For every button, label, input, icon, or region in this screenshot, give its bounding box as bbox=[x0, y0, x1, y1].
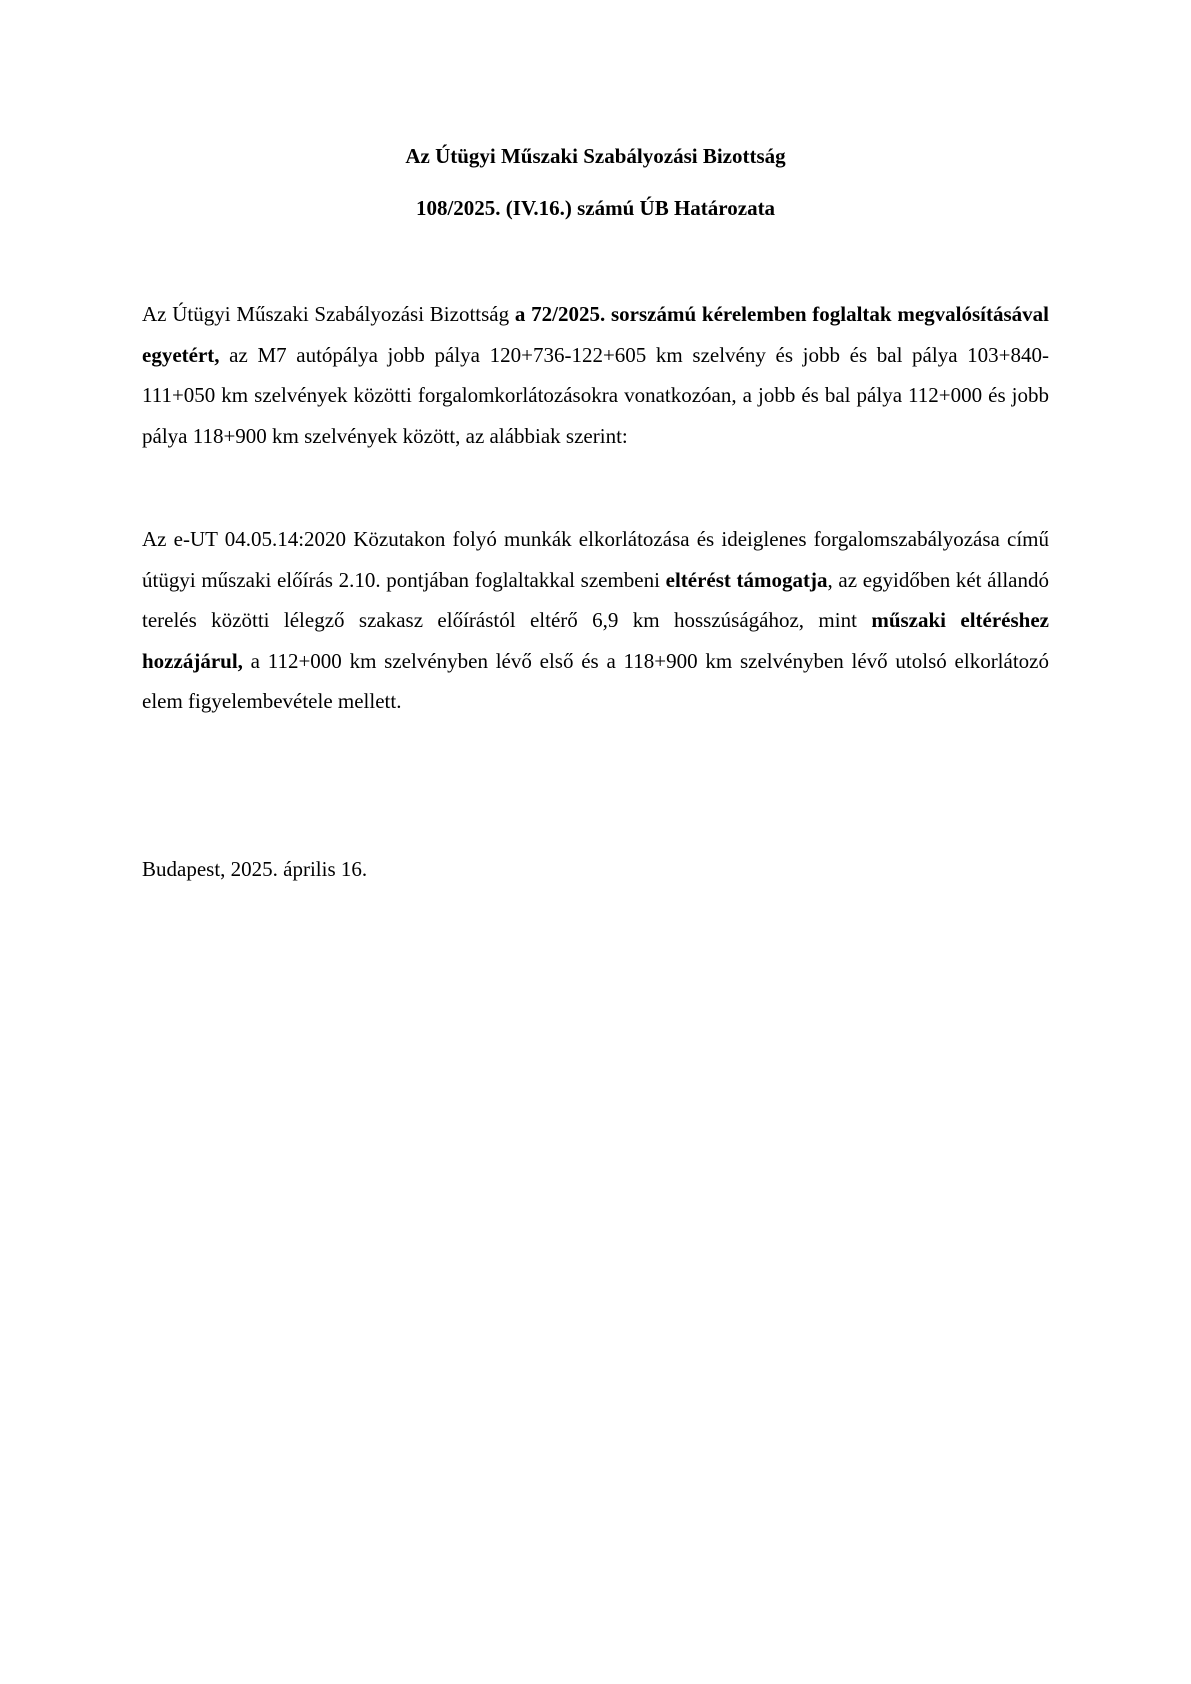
paragraph-2-text-1: Az e-UT 04.05.14:2020 Közutakon folyó munkák elkorlátozása és ideiglenes forgalomszabályozása című útügyi műszaki előírás 2.10. pontjában foglaltakkal szembeni bbox=[142, 527, 1049, 592]
paragraph-1-text-2: az M7 autópálya jobb pálya 120+736-122+605 km szelvény és jobb és bal pálya 103+840-111+050 km szelvények közötti forgalomkorlátozásokra vonatkozóan, a jobb és bal pálya 112+000 és jobb pálya 118+900 km szelvények között, az alábbiak szerint: bbox=[142, 342, 1049, 448]
paragraph-2-bold-1: eltérést támogatja bbox=[665, 567, 828, 592]
paragraph-1-bold-1: a 72/2025. sorszámú kérelemben foglaltak megvalósításával egyetért, bbox=[142, 302, 1050, 367]
paragraph-2-bold-2: műszaki eltéréshez hozzájárul, bbox=[142, 608, 1049, 673]
paragraph-2-text-2: , az egyidőben két állandó terelés közötti lélegző szakasz előírástól eltérő 6,9 km hosszúságához, mint bbox=[142, 567, 1049, 632]
place-and-date: Budapest, 2025. április 16. bbox=[142, 857, 368, 881]
paragraph-2-text-3: a 112+000 km szelvényben lévő első és a 118+900 km szelvényben lévő utolsó elkorlátozó elem figyelembevétele mellett. bbox=[142, 648, 1049, 713]
document-title-committee: Az Útügyi Műszaki Szabályozási Bizottság bbox=[405, 144, 786, 168]
document-title-resolution-number: 108/2025. (IV.16.) számú ÚB Határozata bbox=[415, 196, 776, 220]
resolution-paragraph-1 bbox=[142, 294, 1049, 456]
resolution-paragraph-2 bbox=[142, 519, 1049, 722]
paragraph-1-text-1: Az Útügyi Műszaki Szabályozási Bizottság bbox=[142, 302, 515, 326]
